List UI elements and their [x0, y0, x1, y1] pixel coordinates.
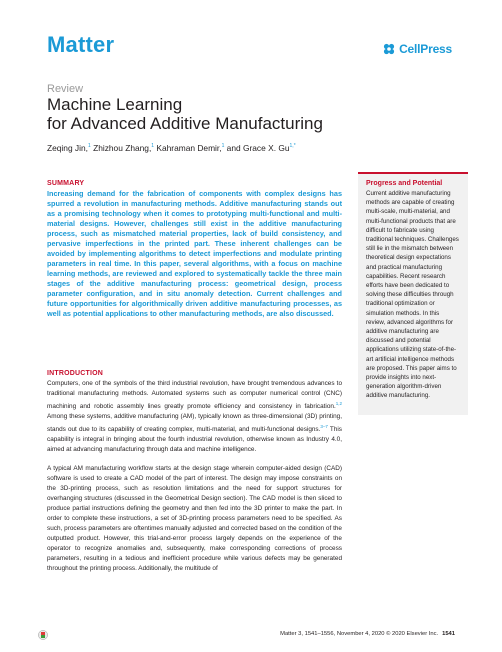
- citation-text: Matter 3, 1541–1556, November 4, 2020 © 2020 Elsevier Inc.: [280, 631, 439, 637]
- publisher-logo[interactable]: [383, 42, 452, 56]
- author-name[interactable]: Zeqing Jin,: [47, 143, 88, 153]
- affiliation-marker[interactable]: 1: [87, 143, 91, 150]
- author-name[interactable]: Kahraman Demir,: [156, 143, 222, 153]
- page-footer: [280, 631, 455, 637]
- introduction-heading: INTRODUCTION: [47, 370, 104, 377]
- intro-paragraph: [47, 379, 342, 455]
- intro-text: Among these systems, additive manufacturing (AM), typically known as three-dimensional (3D) printing, stands out due to its capability of creating complex, multi-material, and multi-functional designs.: [47, 412, 342, 433]
- intro-paragraph: A typical AM manufacturing workflow starts at the design stage wherein computer-aided design (CAD) software is used to create a CAD model of the part of interest. The design may impose constraints on the 3D-printing process, such as resolution limitations and the need for support structures for overhanging structures (discussed in the Geometrical Design section). The CAD model is then sliced to produce partial instructions defining the geometry and then fed into the 3D printer to make the part. In order to complete these instructions, a set of 3D-printing process parameters need to be specified. As such, process parameters are oftentimes manually adjusted and corrected based on the condition of the outputted product. However, this trial-and-error process largely depends on the experience of the operator to recognize anomalies and, subsequently, make corresponding corrections of process parameters, resulting in a tedious and inefficient procedure while various defects may be generated throughout the printing process. Additionally, the multitude of: [47, 465, 342, 572]
- cellpress-logo-icon: [383, 43, 395, 55]
- crossmark-icon[interactable]: [38, 630, 48, 640]
- affiliation-marker[interactable]: 1: [221, 143, 225, 150]
- affiliation-marker[interactable]: 1: [151, 143, 155, 150]
- affiliation-marker[interactable]: 1,*: [289, 143, 296, 150]
- author-list: [47, 143, 296, 153]
- summary-heading: SUMMARY: [47, 180, 85, 187]
- author-name[interactable]: Zhizhou Zhang,: [93, 143, 152, 153]
- sidebar-text: Current additive manufacturing methods are capable of creating multi-scale, multi-material, and multi-functional products that are difficult to fabricate using traditional techniques. Challenges still lie in the mismatch between theoretical design expectations and practical manufacturing capabilities. Recent research efforts have been dedicated to solving these difficulties through traditional optimization or simulation methods. In this review, advanced algorithms for additive manufacturing are discussed and potential applications utilizing state-of-the-art artificial intelligence methods are proposed. This paper aims to provide insights into next-generation algorithm-driven additive manufacturing.: [366, 190, 459, 400]
- intro-text: This capability is integral in bringing about the fourth industrial revolution, otherwise known as Industry 4.0, aimed at advancing manufacturing through data and machine intelligence.: [47, 425, 343, 453]
- author-name[interactable]: and Grace X. Gu: [226, 143, 290, 153]
- intro-text: Computers, one of the symbols of the third industrial revolution, have brought tremendous advances to traditional manufacturing methods. Automated systems such as computer numerical control (CNC) machining and robotic assembly lines greatly promote efficiency and consistency in fabrication.: [47, 380, 342, 410]
- publisher-name: CellPress: [399, 42, 452, 56]
- citation-link[interactable]: 3–7: [320, 423, 328, 429]
- citation-link[interactable]: 1,2: [335, 400, 342, 406]
- sidebar-heading: Progress and Potential: [366, 180, 443, 187]
- summary-text: Increasing demand for the fabrication of components with complex designs has spurred a revolution in manufacturing methods. Additive manufacturing stands out as a promising technology when it comes to prototyping multi-functional and multi-material designs. However, challenges still exist in the additive manufacturing process, such as mismatched material properties, lack of build consistency, and pervasive imperfections in the printed part. These inherent challenges can be avoided by implementing algorithms to detect imperfections and modulate printing parameters in real time. In this paper, several algorithms, with a focus on machine learning methods, are reviewed and explored to systematically tackle the three main stages of the additive manufacturing process: geometrical design, process parameter configuration, and in situ anomaly detection. Current challenges and future opportunities for algorithmically driven additive manufacturing processes, as well as potential applications to other manufacturing methods, are also discussed.: [47, 189, 342, 318]
- article-type: Review: [47, 83, 84, 95]
- article-title: [47, 95, 367, 133]
- progress-potential-box: [358, 172, 468, 415]
- introduction-body: [47, 379, 342, 583]
- title-line: Machine Learning: [47, 95, 183, 114]
- title-line: for Advanced Additive Manufacturing: [47, 114, 323, 133]
- page-number: 1541: [442, 631, 455, 637]
- journal-name[interactable]: Matter: [47, 32, 115, 57]
